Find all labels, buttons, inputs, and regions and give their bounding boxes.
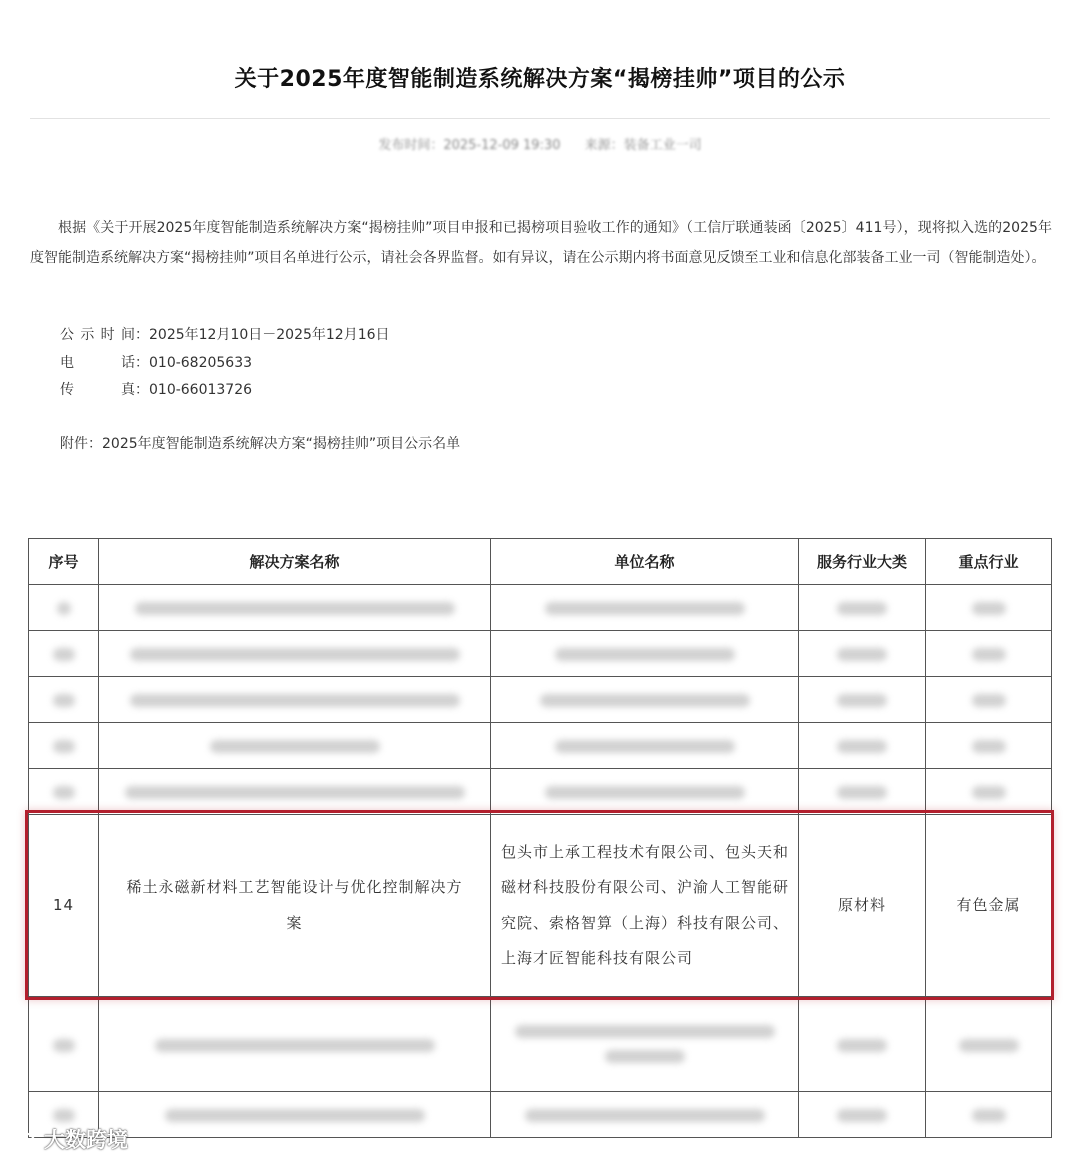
- blurred-row: [29, 631, 1052, 677]
- project-table: [28, 538, 1052, 1138]
- blurred-row: [29, 585, 1052, 631]
- header-index: 序号: [29, 539, 99, 585]
- period-label: 公示时间: [60, 327, 135, 343]
- header-solution: 解决方案名称: [99, 539, 491, 585]
- publish-time: 发布时间：2025-12-09 19:30: [378, 138, 561, 153]
- fax-label: 传 真: [60, 382, 135, 398]
- phone-line: [60, 352, 252, 372]
- fax-line: [60, 379, 252, 399]
- phone-value: ：010-68205633: [135, 355, 253, 371]
- period-value: ：2025年12月10日－2025年12月16日: [135, 327, 390, 343]
- row-solution: 稀土永磁新材料工艺智能设计与优化控制解决方案: [99, 815, 491, 997]
- blurred-row: [29, 997, 1052, 1092]
- blurred-row: [29, 723, 1052, 769]
- blurred-row: [29, 677, 1052, 723]
- fax-value: ：010-66013726: [135, 382, 253, 398]
- blurred-row: [29, 769, 1052, 815]
- row-index: 14: [29, 815, 99, 997]
- divider: [30, 118, 1050, 119]
- watermark-text: 大数跨境: [44, 1128, 128, 1152]
- blurred-row: [29, 1092, 1052, 1138]
- weibo-logo-icon: [10, 1127, 40, 1151]
- header-category: 服务行业大类: [799, 539, 926, 585]
- article-meta: [0, 134, 1080, 153]
- attachment-line: 附件：2025年度智能制造系统解决方案“揭榜挂帅”项目公示名单: [60, 436, 461, 452]
- table-header-row: [29, 539, 1052, 585]
- watermark: [10, 1124, 128, 1154]
- article-body: 根据《关于开展2025年度智能制造系统解决方案“揭榜挂帅”项目申报和已揭榜项目验收工作的通知》（工信厅联通装函〔2025〕411号），现将拟入选的2025年度智能制造系统解决方案“揭榜挂帅”项目名单进行公示，请社会各界监督。如有异议，请在公示期内将书面意见反馈至工业和信息化部装备工业一司（智能制造处）。: [30, 220, 1052, 266]
- row-units: 包头市上承工程技术有限公司、包头天和磁材科技股份有限公司、沪渝人工智能研究院、索格智算（上海）科技有限公司、上海才匠智能科技有限公司: [491, 815, 799, 997]
- source: 来源：装备工业一司: [584, 138, 702, 153]
- period-line: [60, 324, 390, 344]
- row-category: 原材料: [799, 815, 926, 997]
- header-industry: 重点行业: [926, 539, 1052, 585]
- phone-label: 电 话: [60, 355, 135, 371]
- row-industry: 有色金属: [926, 815, 1052, 997]
- article-title: 关于2025年度智能制造系统解决方案“揭榜挂帅”项目的公示: [234, 67, 846, 92]
- header-unit: 单位名称: [491, 539, 799, 585]
- highlighted-row: [29, 815, 1052, 997]
